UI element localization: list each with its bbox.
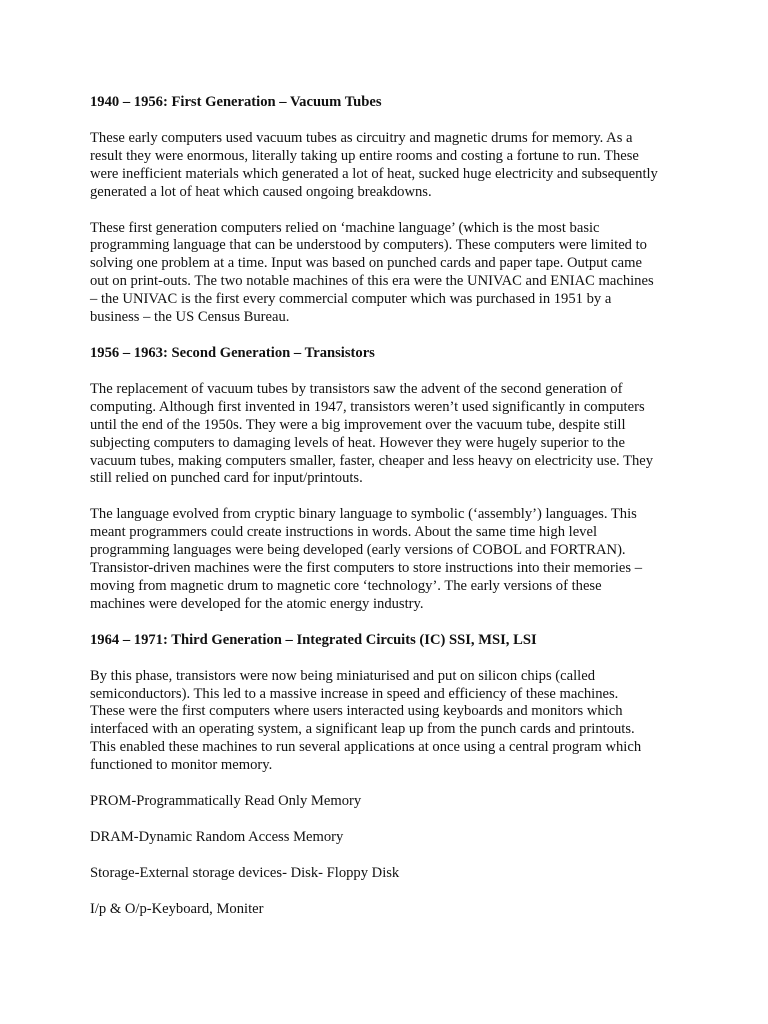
section-heading-second-generation: 1956 – 1963: Second Generation – Transistors: [90, 344, 375, 361]
document-page: [90, 94, 690, 937]
text-line: out on print-outs. The two notable machines of this era were the UNIVAC and ENIAC machines: [90, 273, 654, 290]
text-line: Transistor-driven machines were the first computers to store instructions into their memories –: [90, 560, 642, 577]
section-heading-first-generation: 1940 – 1956: First Generation – Vacuum Tubes: [90, 94, 382, 110]
text-line: computing. Although first invented in 1947, transistors weren’t used significantly in computers: [90, 398, 645, 415]
paragraph-assembly-languages: [90, 506, 690, 613]
paragraph-integrated-circuits: [90, 668, 690, 775]
definition-dram: DRAM-Dynamic Random Access Memory: [90, 829, 344, 845]
text-line: were inefficient materials which generated a lot of heat, sucked huge electricity and subsequently: [90, 165, 658, 182]
text-line: These first generation computers relied on ‘machine language’ (which is the most basic: [90, 219, 600, 236]
text-line: still relied on punched card for input/printouts.: [90, 470, 363, 487]
text-line: solving one problem at a time. Input was based on punched cards and paper tape. Output came: [90, 255, 642, 272]
text-line: subjecting computers to damaging levels of heat. However they were hugely superior to the: [90, 434, 625, 451]
text-line: semiconductors). This led to a massive increase in speed and efficiency of these machines.: [90, 685, 619, 702]
text-line: This enabled these machines to run several applications at once using a central program which: [90, 739, 642, 756]
text-line: interfaced with an operating system, a significant leap up from the punch cards and printouts.: [90, 721, 635, 738]
text-line: moving from magnetic drum to magnetic core ‘technology’. The early versions of these: [90, 577, 602, 594]
text-line: vacuum tubes, making computers smaller, faster, cheaper and less heavy on electricity use. They: [90, 452, 654, 469]
definition-prom: PROM-Programmatically Read Only Memory: [90, 793, 362, 810]
paragraph-transistors: [90, 381, 690, 488]
paragraph-machine-language: [90, 220, 690, 327]
text-line: The language evolved from cryptic binary language to symbolic (‘assembly’) languages. This: [90, 506, 637, 523]
paragraph-vacuum-tubes: [90, 130, 690, 202]
text-line: functioned to monitor memory.: [90, 757, 273, 774]
text-line: business – the US Census Bureau.: [90, 309, 290, 326]
text-line: programming languages were being developed (early versions of COBOL and FORTRAN).: [90, 542, 626, 559]
text-line: programming language that can be understood by computers). These computers were limited to: [90, 237, 647, 254]
text-line: machines were developed for the atomic energy industry.: [90, 595, 424, 612]
text-line: generated a lot of heat which caused ongoing breakdowns.: [90, 183, 432, 200]
definition-io: I/p & O/p-Keyboard, Moniter: [90, 900, 264, 917]
text-line: result they were enormous, literally taking up entire rooms and costing a fortune to run. These: [90, 147, 639, 164]
text-line: These early computers used vacuum tubes as circuitry and magnetic drums for memory. As a: [90, 129, 633, 146]
text-line: The replacement of vacuum tubes by transistors saw the advent of the second generation of: [90, 380, 623, 397]
text-line: – the UNIVAC is the first every commercial computer which was purchased in 1951 by a: [90, 291, 612, 308]
section-heading-third-generation: 1964 – 1971: Third Generation – Integrated Circuits (IC) SSI, MSI, LSI: [90, 631, 537, 648]
text-line: meant programmers could create instructions in words. About the same time high level: [90, 524, 598, 541]
definition-storage: Storage-External storage devices- Disk- Floppy Disk: [90, 864, 400, 881]
text-line: These were the first computers where users interacted using keyboards and monitors which: [90, 703, 623, 720]
text-line: By this phase, transistors were now being miniaturised and put on silicon chips (called: [90, 667, 596, 684]
text-line: until the end of the 1950s. They were a big improvement over the vacuum tube, despite still: [90, 416, 626, 433]
